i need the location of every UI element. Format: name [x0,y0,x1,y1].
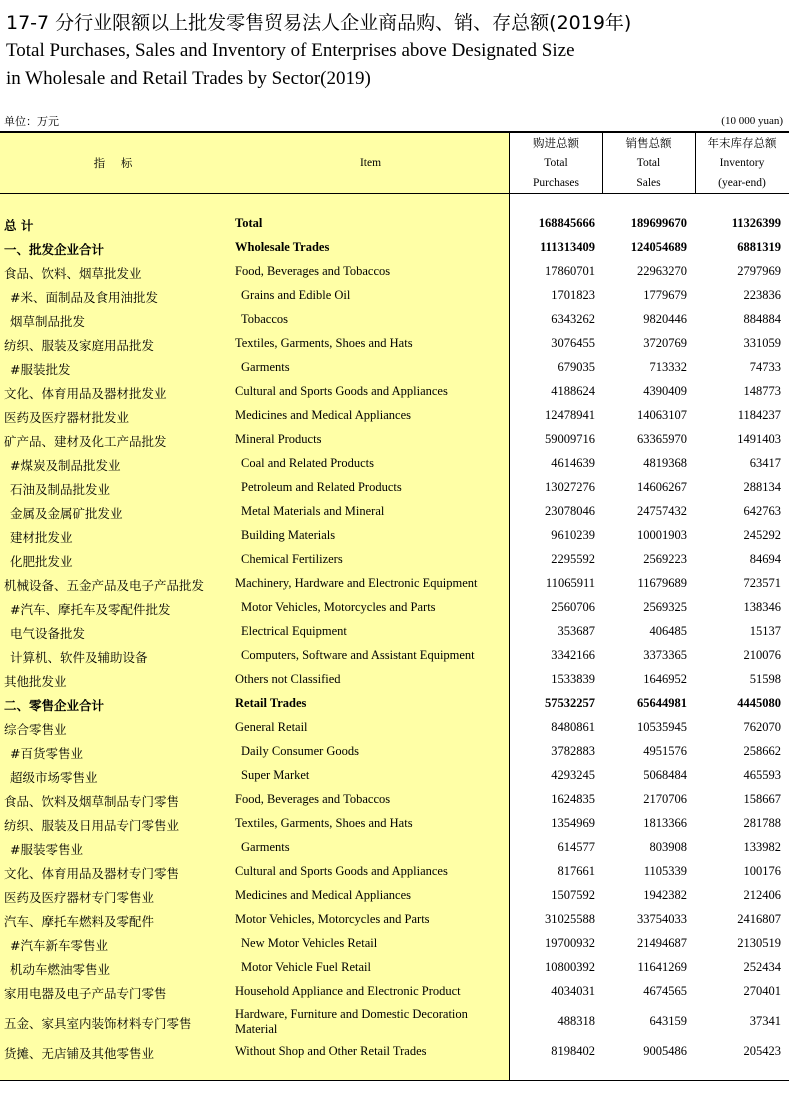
inventory-value: 15137 [749,624,781,638]
row-label-en: Chemical Fertilizers [241,552,343,566]
table-row [0,861,789,885]
table-row [0,1041,789,1065]
inventory-value: 63417 [749,456,781,470]
row-label-zh: 纺织、服装及家庭用品批发 [4,338,155,353]
row-label-en: Machinery, Hardware and Electronic Equipment [235,576,478,590]
row-label-en: Building Materials [241,528,336,542]
row-label-en: General Retail [235,720,308,734]
table-header [0,133,789,194]
sales-value: 10535945 [637,720,687,734]
purchases-value: 13027276 [545,480,595,494]
inventory-value: 84694 [749,552,781,566]
row-label-zh: 综合零售业 [4,722,67,737]
purchases-value: 4034031 [551,984,595,998]
header-inventory [695,133,789,193]
inventory-value: 2797969 [737,264,781,278]
row-label-en: Others not Classified [235,672,341,686]
sales-value: 4390409 [643,384,687,398]
row-label-en: Cultural and Sports Goods and Appliances [235,864,448,878]
sales-value: 406485 [649,624,687,638]
table-row [0,765,789,789]
purchases-value: 3342166 [551,648,595,662]
row-label-zh: #煤炭及制品批发业 [10,458,121,473]
row-label-zh: 机械设备、五金产品及电子产品批发 [4,578,205,593]
purchases-value: 1507592 [551,888,595,902]
row-label-zh: 超级市场零售业 [10,770,98,785]
row-label-en: Garments [241,360,290,374]
purchases-value: 8198402 [551,1044,595,1058]
table-row [0,549,789,573]
sales-value: 33754033 [637,912,687,926]
sales-value: 643159 [649,1014,687,1028]
sales-value: 11679689 [637,576,687,590]
inventory-value: 762070 [743,720,781,734]
unit-label-zh: 单位：万元 [4,115,59,128]
row-label-en: Food, Beverages and Tobaccos [235,792,391,806]
sales-value: 3720769 [643,336,687,350]
row-label-en: Motor Vehicles, Motorcycles and Parts [241,600,436,614]
purchases-value: 2560706 [551,600,595,614]
row-label-zh: 建材批发业 [10,530,73,545]
row-label-zh: 家用电器及电子产品专门零售 [4,986,167,1001]
purchases-value: 59009716 [545,432,595,446]
purchases-value: 1624835 [551,792,595,806]
table-row [0,597,789,621]
row-label-en: Without Shop and Other Retail Trades [235,1044,427,1058]
sales-value: 9820446 [643,312,687,326]
row-label-zh: 医药及医疗器材专门零售业 [4,890,155,905]
inventory-value: 223836 [743,288,781,302]
sales-value: 2569223 [643,552,687,566]
table-row [0,957,789,981]
header-purchases-zh: 购进总额 [533,136,579,150]
row-label-en: Textiles, Garments, Shoes and Hats [235,816,413,830]
inventory-value: 158667 [743,792,781,806]
header-item-en: Item [359,157,382,169]
inventory-value: 51598 [749,672,781,686]
row-label-en: Food, Beverages and Tobaccos [235,264,391,278]
purchases-value: 17860701 [545,264,595,278]
table-row [0,837,789,861]
sales-value: 1779679 [643,288,687,302]
purchases-value: 10800392 [545,960,595,974]
row-label-zh: 文化、体育用品及器材专门零售 [4,866,180,881]
inventory-value: 133982 [743,840,781,854]
row-label-zh: 医药及医疗器材批发业 [4,410,130,425]
inventory-value: 465593 [743,768,781,782]
table-row [0,885,789,909]
header-indicator-zh: 指 标 [93,156,139,170]
table-row [0,237,789,261]
inventory-value: 331059 [743,336,781,350]
sales-value: 713332 [649,360,687,374]
sales-value: 63365970 [637,432,687,446]
row-label-en: Total [235,216,263,230]
sales-value: 11641269 [637,960,687,974]
row-label-zh: #百货零售业 [10,746,83,761]
table-row [0,309,789,333]
inventory-value: 100176 [743,864,781,878]
header-inventory-en-1: Inventory [719,157,765,169]
sales-value: 1942382 [643,888,687,902]
purchases-value: 57532257 [545,696,595,710]
header-sales-en-2: Sales [636,177,661,189]
purchases-value: 31025588 [545,912,595,926]
sales-value: 10001903 [637,528,687,542]
purchases-value: 23078046 [545,504,595,518]
row-label-en: New Motor Vehicles Retail [241,936,378,950]
sales-value: 3373365 [643,648,687,662]
inventory-value: 210076 [743,648,781,662]
purchases-value: 4188624 [551,384,595,398]
sales-value: 9005486 [643,1044,687,1058]
inventory-value: 884884 [743,312,781,326]
sales-value: 1105339 [643,864,687,878]
row-label-en: Grains and Edible Oil [241,288,351,302]
inventory-value: 11326399 [731,216,781,230]
sales-value: 803908 [649,840,687,854]
header-inventory-en-2: (year-end) [718,177,766,189]
row-label-en: Petroleum and Related Products [241,480,402,494]
row-label-zh: 纺织、服装及日用品专门零售业 [4,818,180,833]
inventory-value: 37341 [749,1014,781,1028]
purchases-value: 2295592 [551,552,595,566]
inventory-value: 281788 [743,816,781,830]
sales-value: 1813366 [643,816,687,830]
table-row [0,405,789,429]
purchases-value: 1701823 [551,288,595,302]
table-row [0,933,789,957]
table-row [0,333,789,357]
row-label-zh: 食品、饮料及烟草制品专门零售 [4,794,180,809]
table-body [0,213,789,1065]
purchases-value: 1533839 [551,672,595,686]
purchases-value: 168845666 [538,216,595,230]
sales-value: 4951576 [643,744,687,758]
table-row [0,573,789,597]
row-label-en: Wholesale Trades [235,240,330,254]
sales-value: 2569325 [643,600,687,614]
header-sales-en-1: Total [636,157,661,169]
inventory-value: 723571 [743,576,781,590]
header-purchases-en-1: Total [544,157,568,169]
purchases-value: 9610239 [551,528,595,542]
table-row [0,357,789,381]
inventory-value: 252434 [743,960,781,974]
sales-value: 2170706 [643,792,687,806]
purchases-value: 4293245 [551,768,595,782]
row-label-zh: 货摊、无店铺及其他零售业 [4,1046,155,1061]
purchases-value: 6343262 [551,312,595,326]
row-label-zh: 汽车、摩托车燃料及零配件 [4,914,155,929]
sales-value: 1646952 [643,672,687,686]
row-label-en: Hardware, Furniture and Domestic Decoration Material [235,1007,468,1036]
row-label-zh: 二、零售企业合计 [4,698,105,713]
row-label-en: Motor Vehicle Fuel Retail [241,960,371,974]
table-row [0,525,789,549]
table-row [0,621,789,645]
table-row [0,741,789,765]
row-label-zh: 烟草制品批发 [10,314,86,329]
sales-value: 22963270 [637,264,687,278]
row-label-zh: #服装零售业 [10,842,83,857]
row-label-zh: 总 计 [4,218,34,233]
inventory-value: 2130519 [737,936,781,950]
sales-value: 4674565 [643,984,687,998]
purchases-value: 3076455 [551,336,595,350]
header-sales-zh: 销售总额 [625,136,672,150]
table-title-en-line2: in Wholesale and Retail Trades by Sector(2019) [6,68,371,89]
row-label-en: Retail Trades [235,696,307,710]
sales-value: 21494687 [637,936,687,950]
row-label-zh: #汽车新车零售业 [10,938,108,953]
row-label-en: Cultural and Sports Goods and Appliances [235,384,448,398]
sales-value: 24757432 [637,504,687,518]
table-row [0,381,789,405]
table-row [0,1005,789,1041]
row-label-zh: #米、面制品及食用油批发 [10,290,158,305]
statistics-table [0,131,789,1081]
table-row [0,285,789,309]
inventory-value: 288134 [743,480,781,494]
row-label-zh: 石油及制品批发业 [10,482,111,497]
row-label-zh: 五金、家具室内装饰材料专门零售 [4,1016,192,1031]
table-row [0,477,789,501]
inventory-value: 1491403 [737,432,781,446]
row-label-zh: 一、批发企业合计 [4,242,105,257]
row-label-zh: 矿产品、建材及化工产品批发 [4,434,167,449]
table-row [0,453,789,477]
table-row [0,909,789,933]
table-row [0,813,789,837]
sales-value: 14606267 [637,480,687,494]
table-row [0,669,789,693]
sales-value: 124054689 [630,240,687,254]
row-label-zh: 金属及金属矿批发业 [10,506,123,521]
inventory-value: 4445080 [737,696,781,710]
inventory-value: 138346 [743,600,781,614]
row-label-en: Medicines and Medical Appliances [235,408,411,422]
row-label-en: Garments [241,840,290,854]
header-inventory-zh: 年末库存总额 [707,136,777,150]
table-row [0,981,789,1005]
inventory-value: 6881319 [737,240,781,254]
table-row [0,429,789,453]
row-label-en: Coal and Related Products [241,456,374,470]
table-title-zh: 17-7 分行业限额以上批发零售贸易法人企业商品购、销、存总额(2019年) [6,12,632,34]
inventory-value: 245292 [743,528,781,542]
table-row [0,693,789,717]
sales-value: 14063107 [637,408,687,422]
table-row [0,717,789,741]
table-row [0,501,789,525]
row-label-en: Metal Materials and Mineral [241,504,385,518]
row-label-en: Motor Vehicles, Motorcycles and Parts [235,912,430,926]
row-label-en: Computers, Software and Assistant Equipment [241,648,475,662]
sales-value: 189699670 [630,216,687,230]
row-label-zh: 食品、饮料、烟草批发业 [4,266,142,281]
inventory-value: 642763 [743,504,781,518]
inventory-value: 74733 [749,360,781,374]
row-label-en: Medicines and Medical Appliances [235,888,411,902]
row-label-en: Daily Consumer Goods [241,744,360,758]
purchases-value: 19700932 [545,936,595,950]
table-row [0,789,789,813]
purchases-value: 12478941 [545,408,595,422]
sales-value: 4819368 [643,456,687,470]
header-total-purchases [510,133,603,193]
inventory-value: 258662 [743,744,781,758]
sales-value: 5068484 [643,768,687,782]
row-label-zh: 计算机、软件及辅助设备 [10,650,148,665]
row-label-zh: 机动车燃油零售业 [10,962,111,977]
purchases-value: 353687 [557,624,595,638]
row-label-en: Household Appliance and Electronic Product [235,984,461,998]
purchases-value: 679035 [557,360,595,374]
row-label-en: Textiles, Garments, Shoes and Hats [235,336,413,350]
table-row [0,261,789,285]
row-label-zh: 化肥批发业 [10,554,73,569]
inventory-value: 2416807 [737,912,781,926]
row-label-zh: 文化、体育用品及器材批发业 [4,386,167,401]
row-label-en: Tobaccos [241,312,289,326]
table-row [0,645,789,669]
row-label-zh: 电气设备批发 [10,626,86,641]
inventory-value: 270401 [743,984,781,998]
table-row [0,213,789,237]
row-label-zh: #汽车、摩托车及零配件批发 [10,602,171,617]
row-label-zh: #服装批发 [10,362,71,377]
inventory-value: 212406 [743,888,781,902]
header-purchases-en-2: Purchases [533,177,579,189]
inventory-value: 1184237 [737,408,781,422]
inventory-value: 205423 [743,1044,781,1058]
purchases-value: 1354969 [551,816,595,830]
sales-value: 65644981 [637,696,687,710]
purchases-value: 8480861 [551,720,595,734]
purchases-value: 4614639 [551,456,595,470]
inventory-value: 148773 [743,384,781,398]
purchases-value: 11065911 [545,576,595,590]
header-total-sales [602,133,696,193]
purchases-value: 3782883 [551,744,595,758]
row-label-en: Super Market [241,768,310,782]
row-label-en: Mineral Products [235,432,322,446]
purchases-value: 614577 [557,840,595,854]
table-title-en-line1: Total Purchases, Sales and Inventory of Enterprises above Designated Size [6,40,575,61]
purchases-value: 111313409 [540,240,595,254]
unit-label-en: (10 000 yuan) [721,115,783,127]
purchases-value: 817661 [557,864,595,878]
row-label-en: Electrical Equipment [241,624,347,638]
purchases-value: 488318 [557,1014,595,1028]
row-label-zh: 其他批发业 [4,674,67,689]
